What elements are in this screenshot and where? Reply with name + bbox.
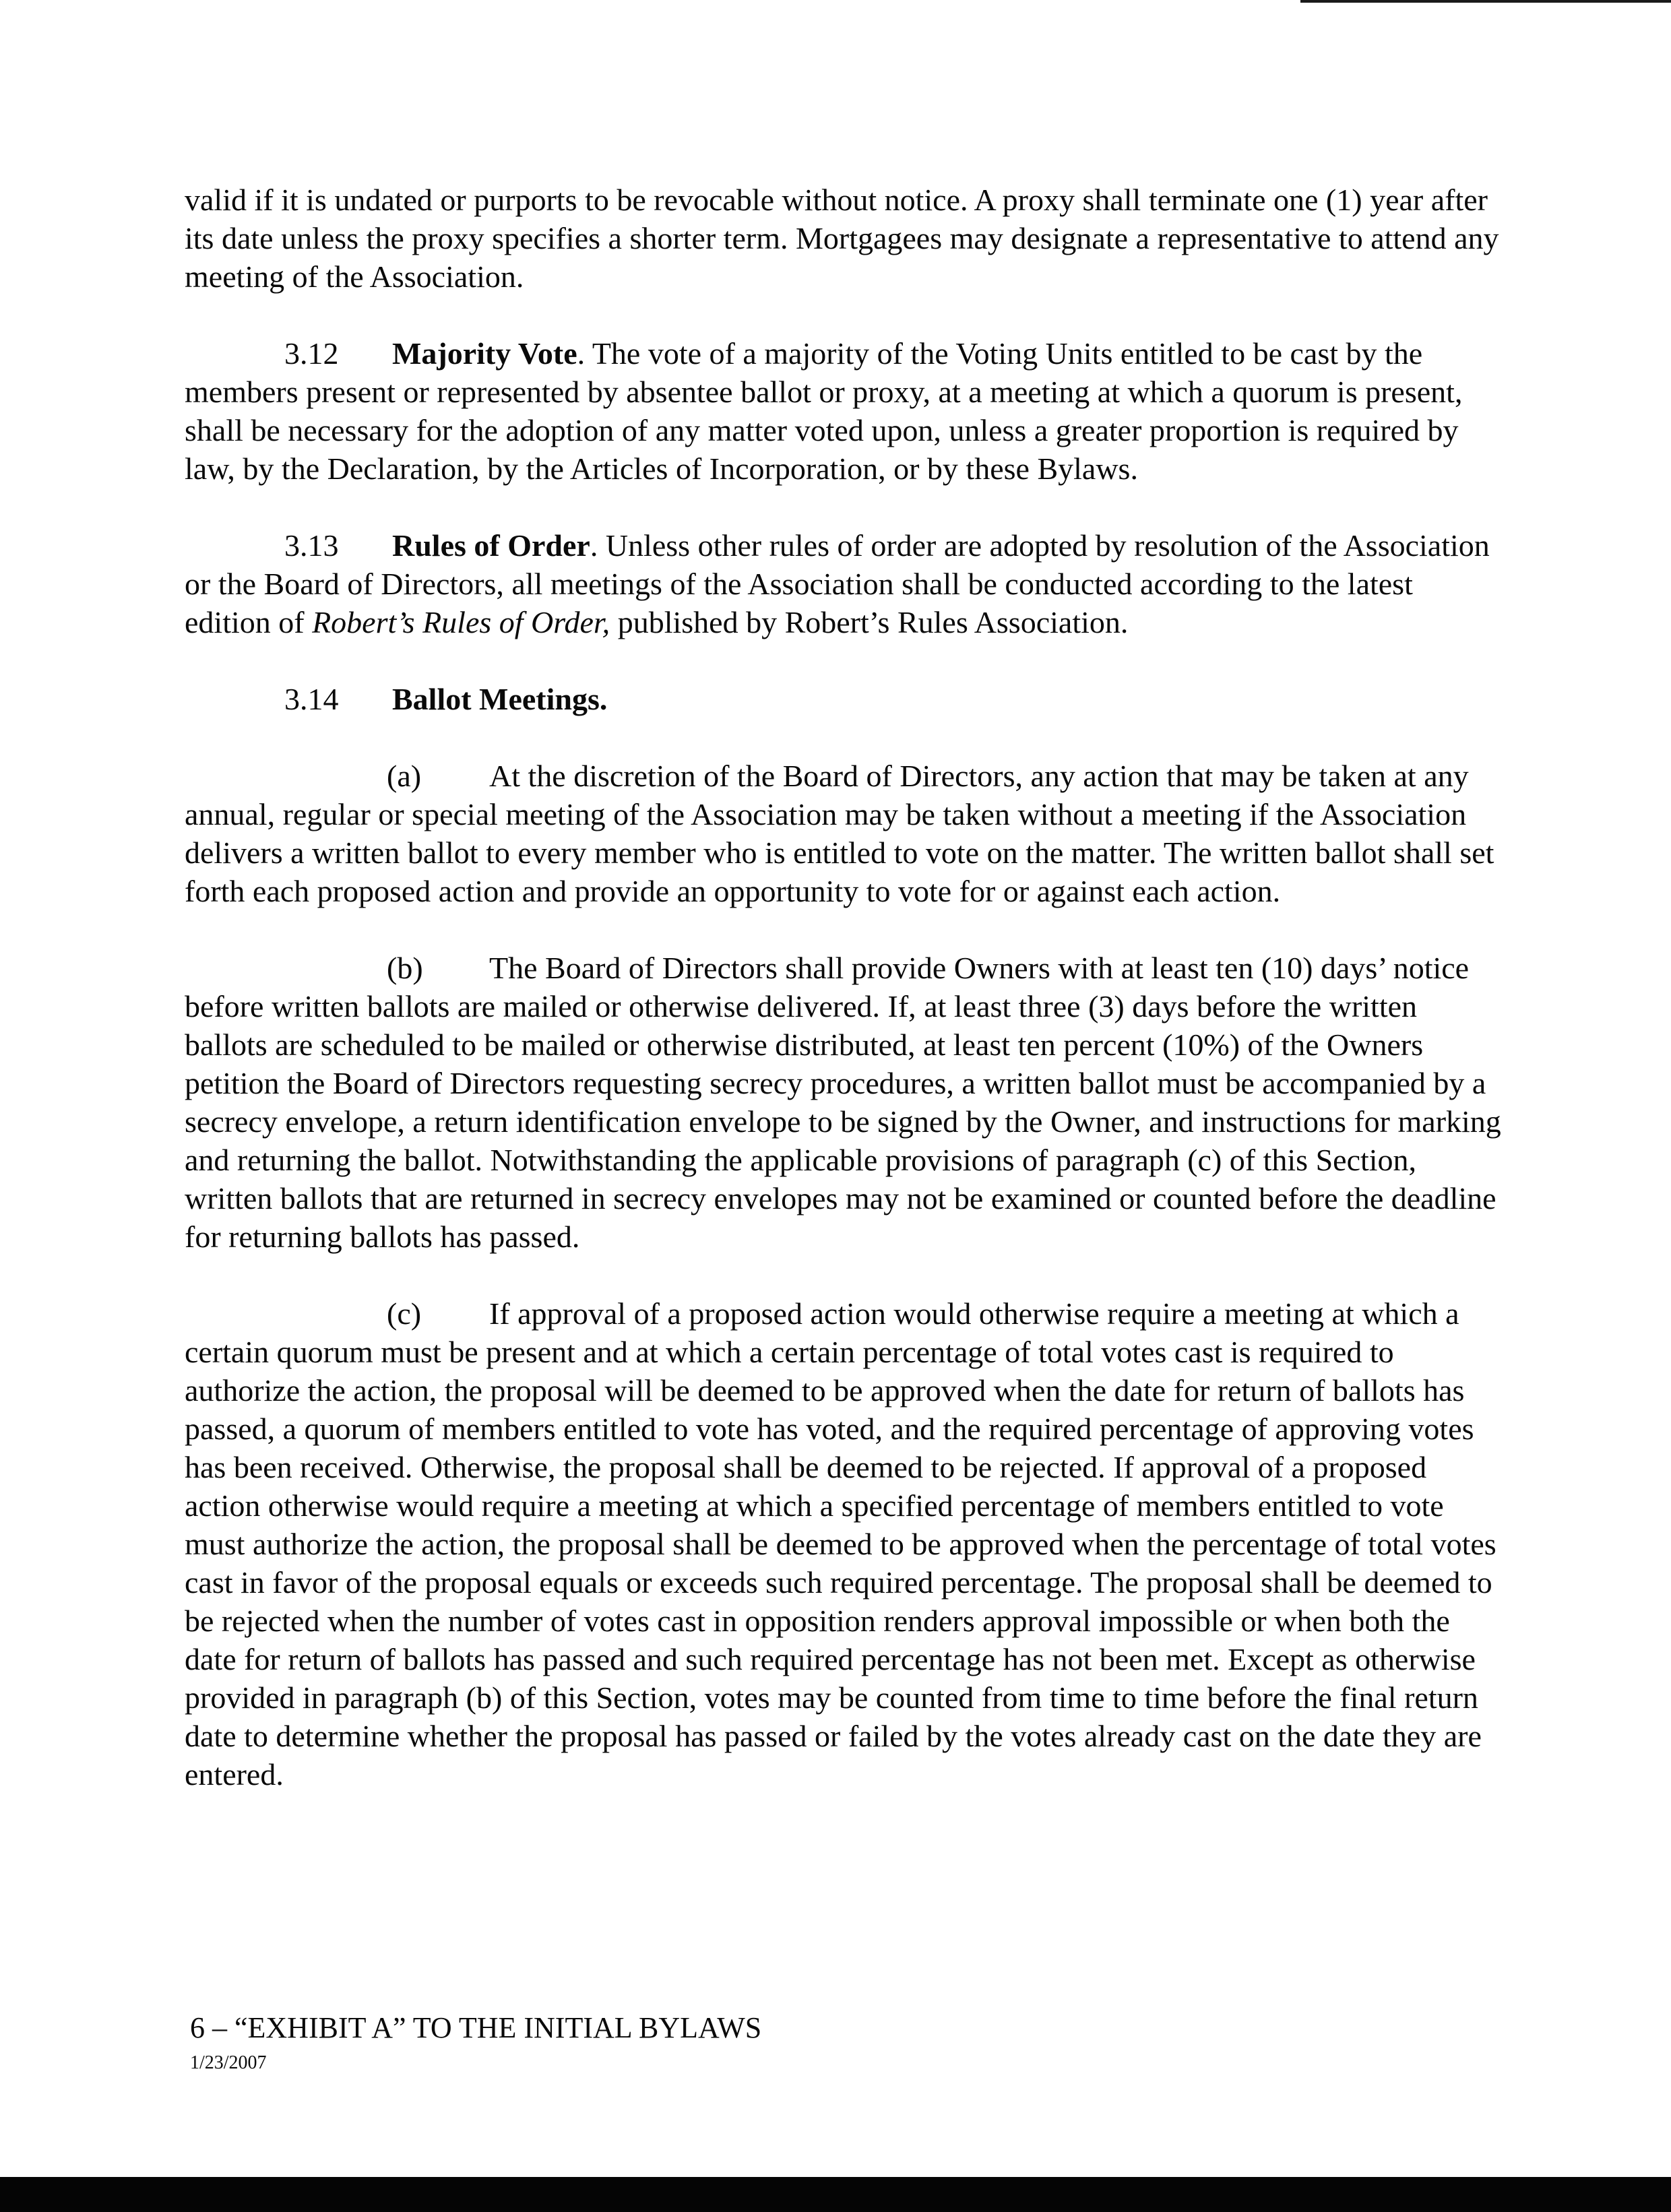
subsection-letter: (b) <box>387 951 423 985</box>
section-number: 3.13 <box>284 528 339 563</box>
section-3-14 <box>185 680 1505 718</box>
intro-text: valid if it is undated or purports to be revocable without notice. A proxy shall terminate one (1) year after its date unless the proxy specifies a shorter term. Mortgagees may designate a representative to attend any meeting of the Association. <box>185 183 1499 294</box>
subsection-b <box>185 949 1505 1256</box>
scan-top-rule <box>1300 0 1671 3</box>
section-text: . Unless other rules of order are adopted by resolution of the Association or the Board of Directors, all meetings of the Association shall be conducted according to the latest edition of <box>185 528 1490 639</box>
section-number: 3.12 <box>284 336 339 371</box>
subsection-text: At the discretion of the Board of Directors, any action that may be taken at any annual, regular or special meeting of the Association may be taken without a meeting if the Association delivers a written ballot to every member who is entitled to vote on the matter. The written ballot shall set forth each proposed action and provide an opportunity to vote for or against each action. <box>185 759 1494 908</box>
document-body <box>185 181 1505 1794</box>
subsection-a <box>185 757 1505 910</box>
subsection-text: If approval of a proposed action would otherwise require a meeting at which a certain quorum must be present and at which a certain percentage of total votes cast is required to authorize the action, the proposal will be deemed to be approved when the date for return of ballots has passed, a quorum of members entitled to vote has voted, and the required percentage of approving votes has been received. Otherwise, the proposal shall be deemed to be rejected. If approval of a proposed action otherwise would require a meeting at which a specified percentage of members entitled to vote must authorize the action, the proposal shall be deemed to be approved when the percentage of total votes cast in favor of the proposal equals or exceeds such required percentage. The proposal shall be deemed to be rejected when the number of votes cast in opposition renders approval impossible or when both the date for return of ballots has passed and such required percentage has not been met. Except as otherwise provided in paragraph (b) of this Section, votes may be counted from time to time before the final return date to determine whether the proposal has passed or failed by the votes already cast on the date they are entered. <box>185 1296 1496 1792</box>
section-number: 3.14 <box>284 682 339 716</box>
scan-bottom-bar <box>0 2177 1671 2212</box>
section-3-13 <box>185 526 1505 641</box>
subsection-text: The Board of Directors shall provide Owners with at least ten (10) days’ notice before written ballots are mailed or otherwise delivered. If, at least three (3) days before the written ballots are scheduled to be mailed or otherwise distributed, at least ten percent (10%) of the Owners petition the Board of Directors requesting secrecy procedures, a written ballot must be accompanied by a secrecy envelope, a return identification envelope to be signed by the Owner, and instructions for marking and returning the ballot. Notwithstanding the applicable provisions of paragraph (c) of this Section, written ballots that are returned in secrecy envelopes may not be examined or counted before the deadline for returning ballots has passed. <box>185 951 1501 1254</box>
footer-date: 1/23/2007 <box>190 2052 267 2073</box>
subsection-c <box>185 1294 1505 1794</box>
section-heading: Ballot Meetings. <box>392 682 608 716</box>
section-text-end: published by Robert’s Rules Association. <box>610 605 1129 639</box>
intro-paragraph <box>185 181 1505 296</box>
section-heading: Rules of Order <box>392 528 590 563</box>
page-footer: 6 – “EXHIBIT A” TO THE INITIAL BYLAWS <box>190 2011 762 2044</box>
book-title: Robert’s Rules of Order, <box>312 605 610 639</box>
subsection-letter: (a) <box>387 759 422 793</box>
section-text: . The vote of a majority of the Voting Units entitled to be cast by the members present or represented by absentee ballot or proxy, at a meeting at which a quorum is present, shall be necessary for the adoption of any matter voted upon, unless a greater proportion is required by law, by the Declaration, by the Articles of Incorporation, or by these Bylaws. <box>185 336 1463 486</box>
subsection-letter: (c) <box>387 1296 422 1331</box>
section-heading: Majority Vote <box>392 336 577 371</box>
section-3-12 <box>185 334 1505 488</box>
